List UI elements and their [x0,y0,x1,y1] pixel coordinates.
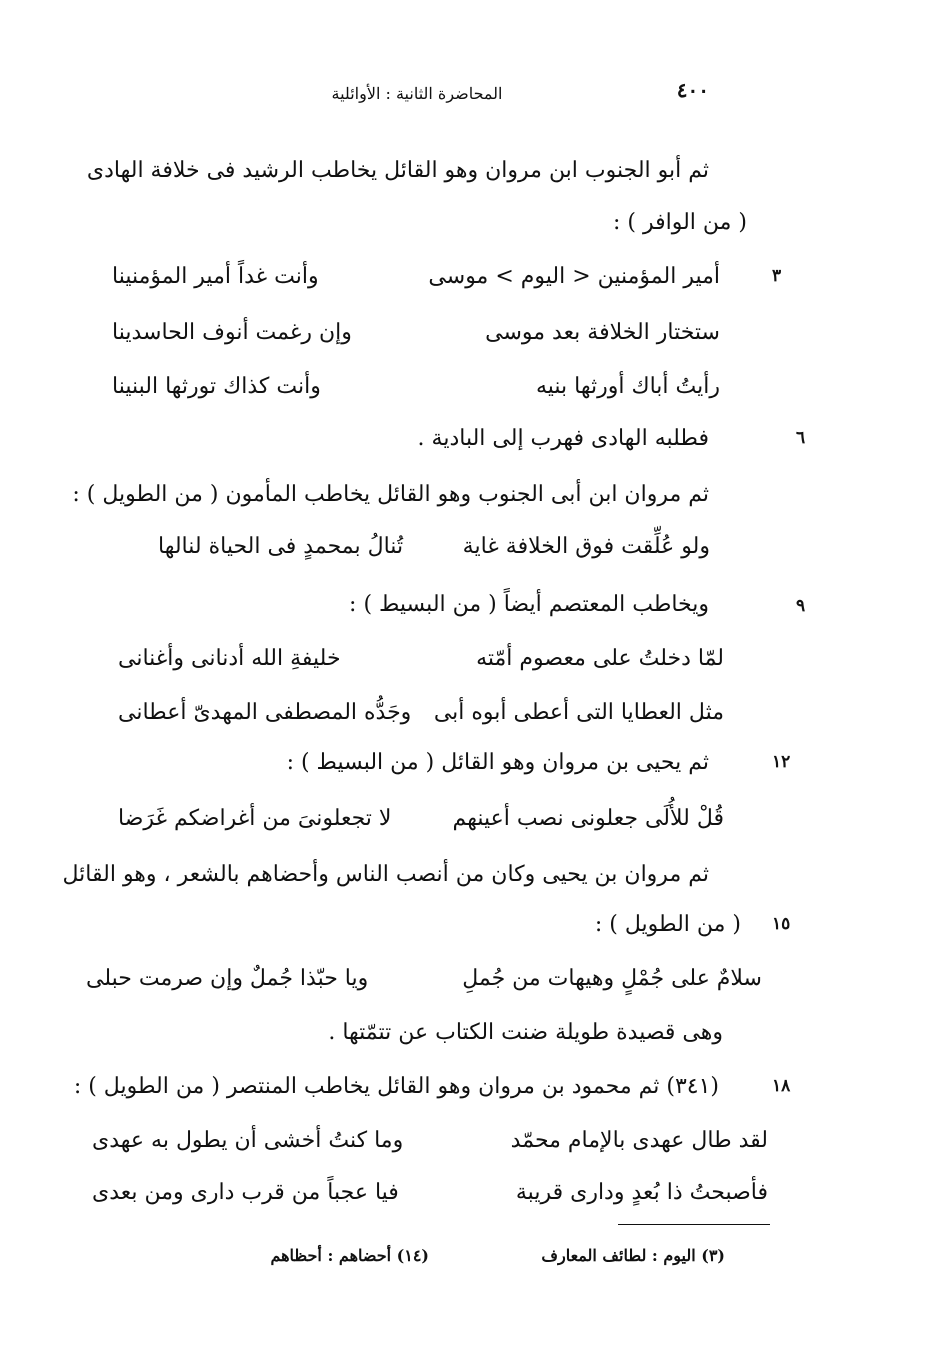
verse-second-hemistich: وإن رغمت أنوف الحاسدينا [112,320,352,345]
paragraph-line: ثم أبو الجنوب ابن مروان وهو القائل يخاطب الرشيد فى خلافة الهادى [86,158,709,183]
paragraph-line: ثم مروان ابن أبى الجنوب وهو القائل يخاطب المأمون ( من الطويل ) : [72,482,709,507]
line-number: ١٨ [772,1076,791,1096]
line-number: ٣ [772,266,782,286]
line-number: ١٢ [772,752,791,772]
verse-second-hemistich: ويا حبّذا جُملٌ وإن صرمت حبلى [86,966,369,991]
running-title: المحاضرة الثانية : الأوائلية [331,84,503,103]
verse-first-hemistich: ستختار الخلافة بعد موسى [485,320,720,345]
paragraph-line: ( من الوافر ) : [612,210,747,235]
verse-first-hemistich: مثل العطايا التى أعطى أبوه أبى [433,700,724,725]
verse-second-hemistich: فيا عجباً من قرب دارى ومن بعدى [92,1180,399,1205]
verse-line [92,1178,768,1208]
verse-first-hemistich: رأيتُ أباك أورثها بنيه [535,374,720,399]
verse-line [118,804,724,834]
verse-first-hemistich: لمّا دخلتُ على معصوم أمّته [476,646,724,671]
verse-second-hemistich: وأنت كذاك تورثها البنينا [112,374,321,399]
verse-line [92,1126,768,1156]
line-number: ١٥ [772,914,791,934]
paragraph-line: فطلبه الهادى فهرب إلى البادية . [417,426,709,451]
footnote: (١٤) أحضاهم : أحظاهم [270,1246,429,1265]
paragraph-line: (٣٤١) ثم محمود بن مروان وهو القائل يخاطب المنتصر ( من الطويل ) : [73,1074,719,1099]
verse-line [86,964,762,994]
verse-second-hemistich: خليفةِ الله أدنانى وأغنانى [118,646,341,671]
page-number: ٤٠٠ [676,78,709,102]
verse-first-hemistich: قُلْ للأُلَى جعلونى نصب أعينهم [452,806,724,831]
verse-second-hemistich: وما كنتُ أخشى أن يطول به عهدى [92,1128,404,1153]
paragraph-line: ( من الطويل ) : [594,912,741,937]
footnote-divider [618,1224,770,1225]
verse-line [158,532,710,562]
verse-first-hemistich: سلامٌ على جُمْلٍ وهيهات من جُملِ [462,966,762,991]
verse-line [112,318,720,348]
line-number: ٩ [796,596,806,616]
verse-first-hemistich: ولو عُلِّقت فوق الخلافة غاية [462,534,710,559]
verse-second-hemistich: تُنالُ بمحمدٍ فى الحياة لنالها [158,534,404,559]
verse-line [118,698,724,728]
verse-second-hemistich: لا تجعلونىَ من أغراضكم غَرَضا [118,806,392,831]
verse-line [112,372,720,402]
verse-first-hemistich: لقد طال عهدى بالإمام محمّد [510,1128,768,1153]
verse-line [118,644,724,674]
paragraph-line: ويخاطب المعتصم أيضاً ( من البسيط ) : [349,592,709,617]
verse-second-hemistich: وأنت غداً أمير المؤمنينا [112,264,319,289]
verse-first-hemistich: أمير المؤمنين < اليوم > موسى [428,264,720,289]
line-number: ٦ [796,428,806,448]
verse-line [112,262,720,292]
paragraph-line: ثم مروان بن يحيى وكان من أنصب الناس وأحضاهم بالشعر ، وهو القائل [62,862,709,887]
paragraph-line: وهى قصيدة طويلة ضنت الكتاب عن تتمّتها . [328,1020,723,1045]
verse-second-hemistich: وجَدُّه المصطفى المهدىّ أعطانى [118,700,412,725]
paragraph-line: ثم يحيى بن مروان وهو القائل ( من البسيط ) : [286,750,709,775]
verse-first-hemistich: فأصبحتُ ذا بُعدٍ ودارى قريبة [515,1180,768,1205]
footnote: (٣) اليوم : لطائف المعارف [541,1246,725,1265]
